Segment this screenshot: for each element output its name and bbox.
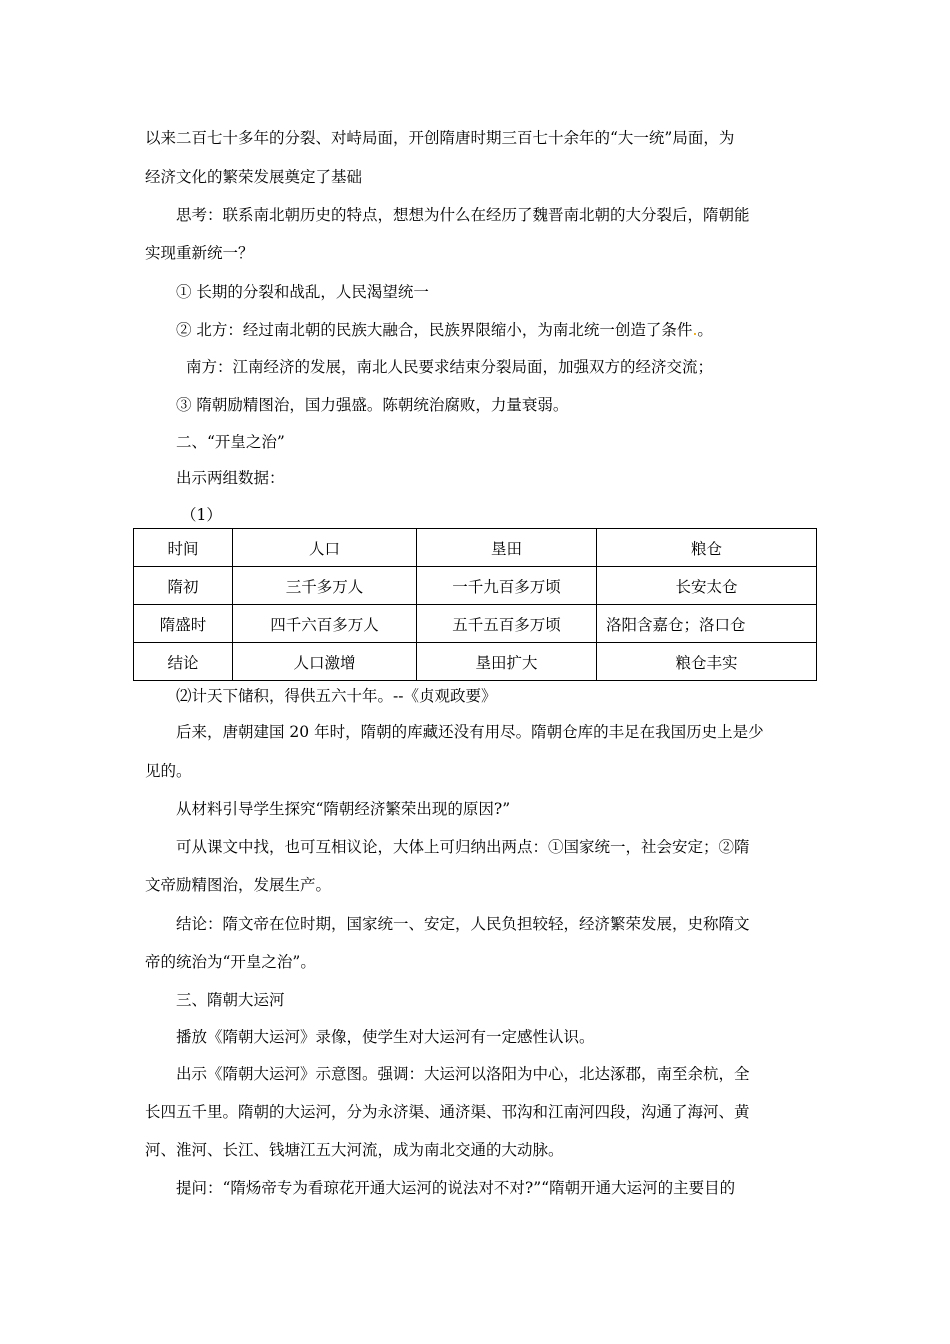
- paragraph-line: 从材料引导学生探究“隋朝经济繁荣出现的原因?”: [176, 800, 511, 818]
- table-cell: 长安太仓: [597, 567, 817, 605]
- data-table: [133, 528, 817, 681]
- table-row: [134, 605, 817, 643]
- paragraph-line: 出示《隋朝大运河》示意图。强调：大运河以洛阳为中心，北达涿郡，南至余杭，全: [176, 1065, 750, 1083]
- paragraph-line: 以来二百七十多年的分裂、对峙局面，开创隋唐时期三百七十余年的“大一统”局面，为: [145, 129, 735, 147]
- table-cell: 一千九百多万顷: [417, 567, 597, 605]
- table-caption: （1）: [181, 506, 222, 524]
- table-header-row: [134, 529, 817, 567]
- list-item: 南方：江南经济的发展，南北人民要求结束分裂局面，加强双方的经济交流；: [186, 358, 714, 376]
- quote-line: ⑵计天下储积，得供五六十年。--《贞观政要》: [176, 687, 497, 705]
- paragraph-line: 经济文化的繁荣发展奠定了基础: [145, 168, 363, 186]
- section-heading: 二、“开皇之治”: [176, 433, 285, 451]
- list-item: ① 长期的分裂和战乱，人民渴望统一: [176, 283, 429, 301]
- paragraph-line: 帝的统治为“开皇之治”。: [145, 953, 316, 971]
- list-item-text: ② 北方：经过南北朝的民族大融合，民族界限缩小，为南北统一创造了条件: [176, 321, 693, 339]
- paragraph-line: 后来，唐朝建国 20 年时，隋朝的库藏还没有用尽。隋朝仓库的丰足在我国历史上是少: [176, 723, 764, 741]
- paragraph-line: 结论：隋文帝在位时期，国家统一、安定，人民负担较轻，经济繁荣发展，史称隋文: [176, 915, 750, 933]
- table-cell: 垦田扩大: [417, 643, 597, 681]
- table-cell: 四千六百多万人: [233, 605, 417, 643]
- table-header-cell: 垦田: [417, 529, 597, 567]
- table-header-cell: 人口: [233, 529, 417, 567]
- table-cell: 粮仓丰实: [597, 643, 817, 681]
- table-cell: 隋盛时: [134, 605, 233, 643]
- paragraph-line: 播放《隋朝大运河》录像，使学生对大运河有一定感性认识。: [176, 1028, 595, 1046]
- paragraph-line: 河、淮河、长江、钱塘江五大河流，成为南北交通的大动脉。: [145, 1141, 564, 1159]
- paragraph-line: 长四五千里。隋朝的大运河，分为永济渠、通济渠、邗沟和江南河四段，沟通了海河、黄: [145, 1103, 750, 1121]
- table-cell: 结论: [134, 643, 233, 681]
- table-cell: 隋初: [134, 567, 233, 605]
- paragraph-line: 思考：联系南北朝历史的特点，想想为什么在经历了魏晋南北朝的大分裂后，隋朝能: [176, 206, 750, 224]
- section-heading: 三、隋朝大运河: [176, 991, 285, 1009]
- list-item: [176, 320, 713, 340]
- table-cell: 三千多万人: [233, 567, 417, 605]
- table-header-cell: 粮仓: [597, 529, 817, 567]
- paragraph-line: 提问：“隋炀帝专为看琼花开通大运河的说法对不对?”“隋朝开通大运河的主要目的: [176, 1179, 736, 1197]
- table-cell: 人口激增: [233, 643, 417, 681]
- table-cell: 洛阳含嘉仓；洛口仓: [597, 605, 817, 643]
- table-cell: 五千五百多万顷: [417, 605, 597, 643]
- annotation-mark: .: [692, 321, 698, 339]
- paragraph-line: 可从课文中找，也可互相议论，大体上可归纳出两点：①国家统一，社会安定；②隋: [176, 838, 750, 856]
- table-header-cell: 时间: [134, 529, 233, 567]
- paragraph-line: 文帝励精图治，发展生产。: [145, 876, 332, 894]
- paragraph-line: 实现重新统一？: [145, 244, 254, 262]
- list-item-end: 。: [697, 321, 713, 339]
- list-item: ③ 隋朝励精图治，国力强盛。陈朝统治腐败，力量衰弱。: [176, 396, 569, 414]
- table-row: [134, 643, 817, 681]
- table-row: [134, 567, 817, 605]
- paragraph-line: 出示两组数据：: [176, 469, 285, 487]
- paragraph-line: 见的。: [145, 762, 192, 780]
